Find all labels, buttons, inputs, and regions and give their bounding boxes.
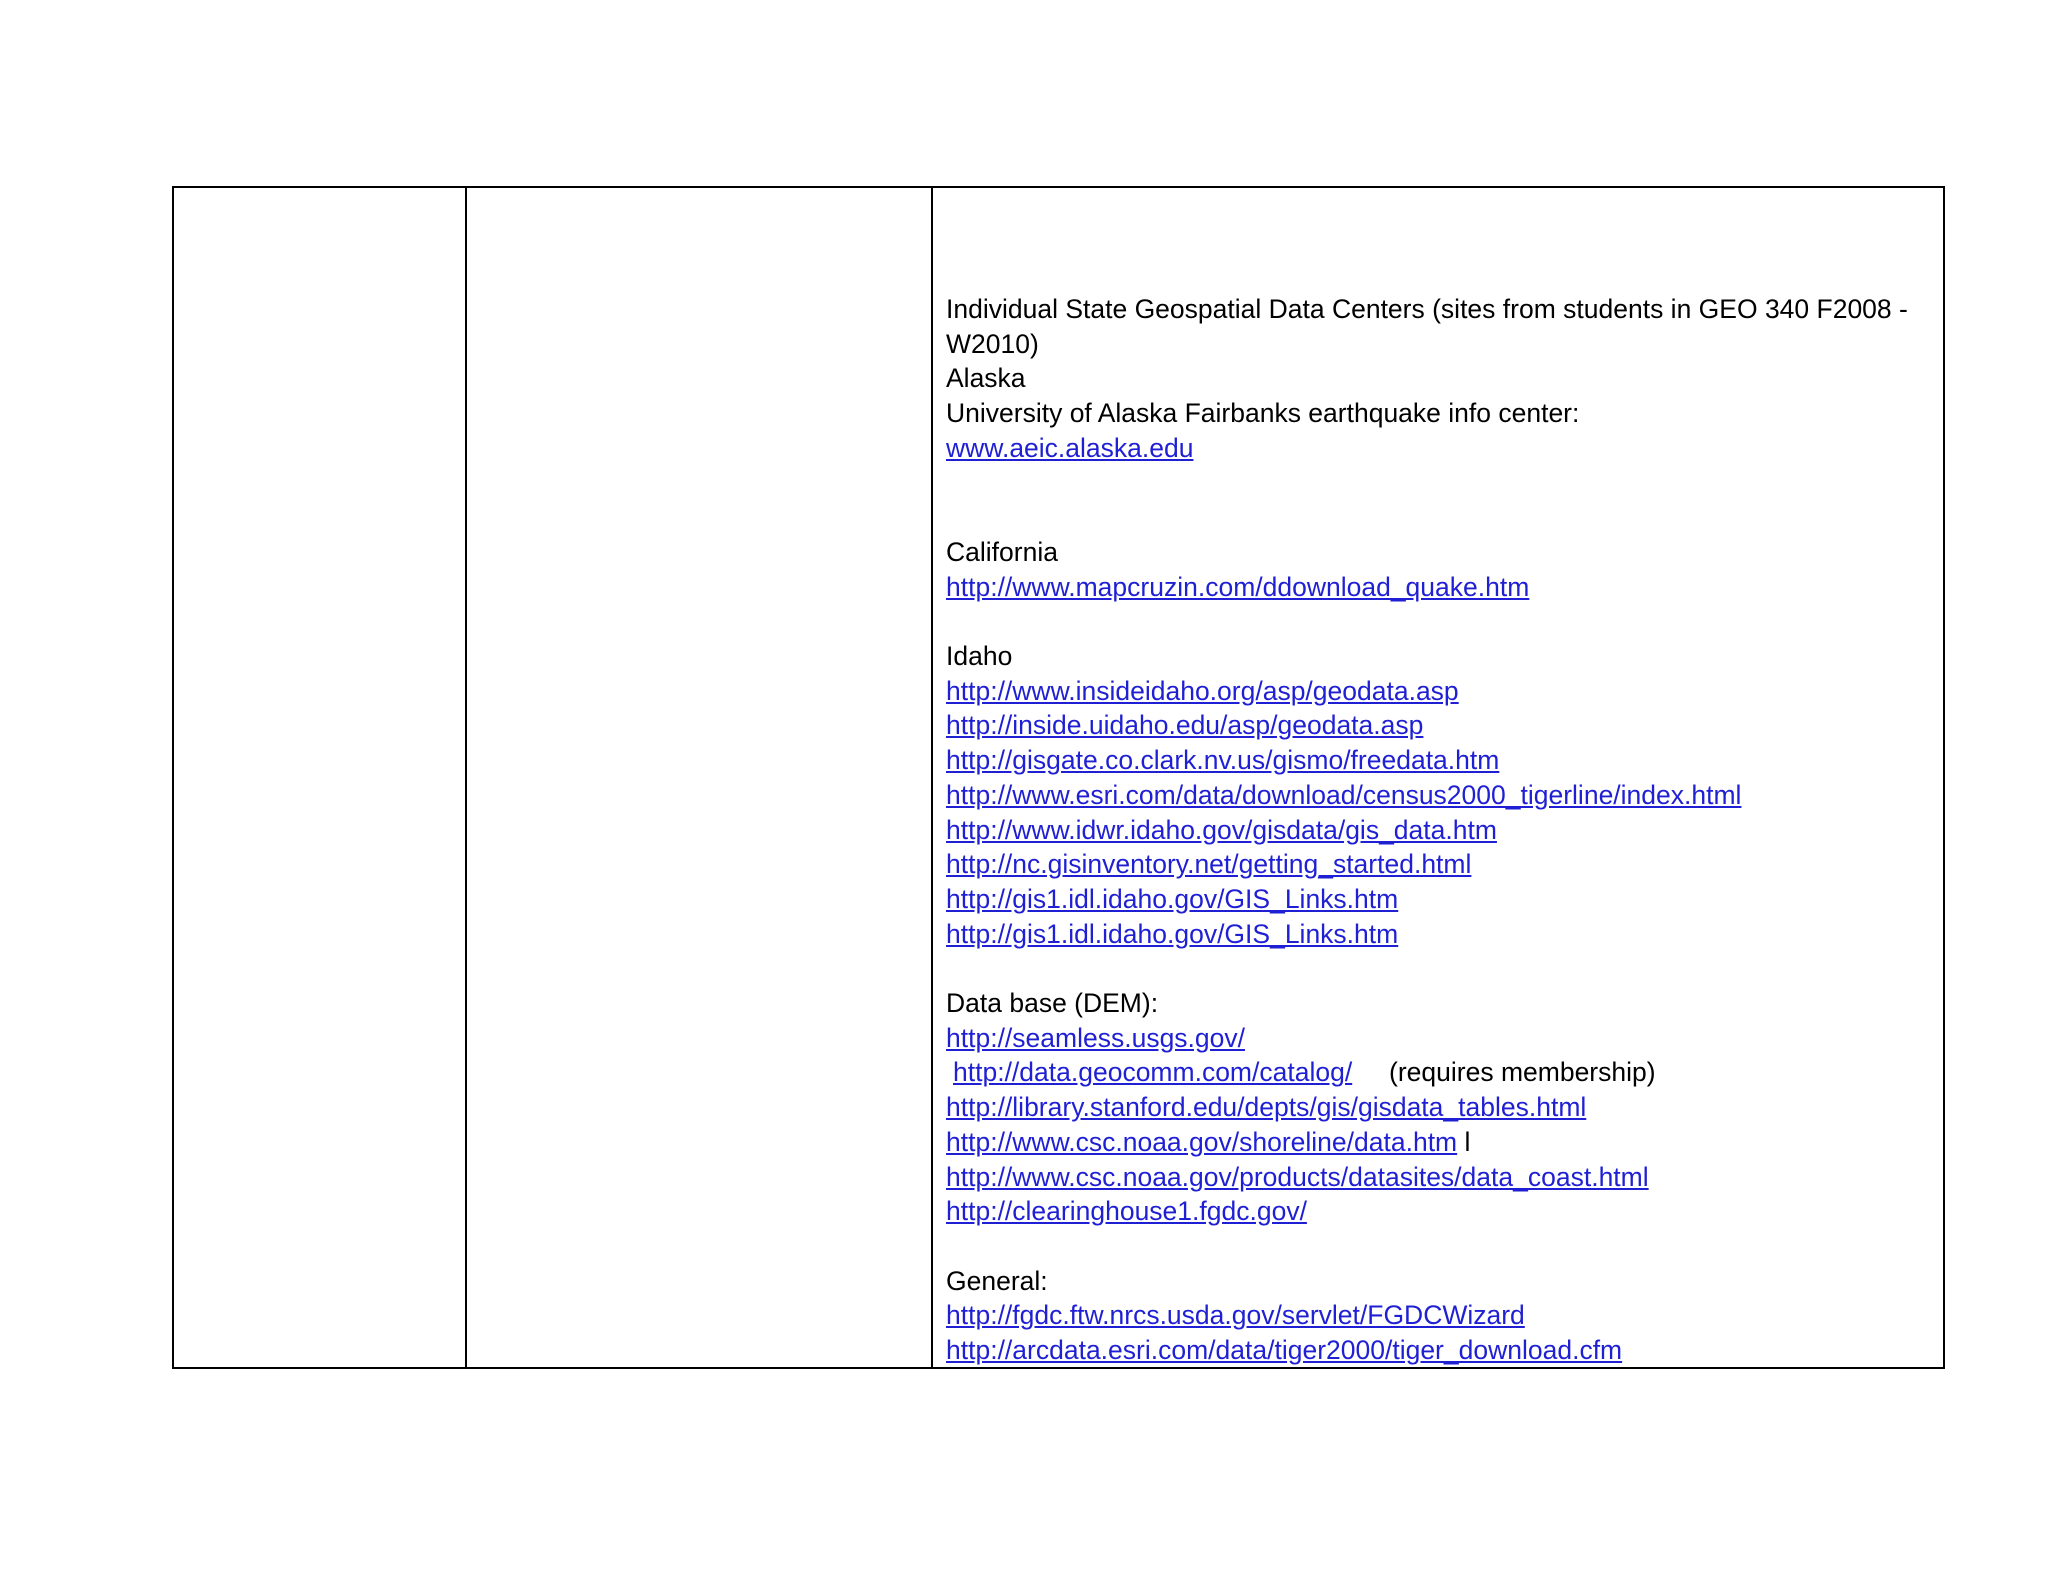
link-fgdc-wizard[interactable]: http://fgdc.ftw.nrcs.usda.gov/servlet/FGDCWizard (946, 1300, 1525, 1331)
link-esri-census[interactable]: http://www.esri.com/data/download/census2000_tigerline/index.html (946, 779, 1742, 810)
spacer (946, 951, 1946, 986)
general-heading: General: (946, 1265, 1048, 1296)
link-insideidaho[interactable]: http://www.insideidaho.org/asp/geodata.asp (946, 675, 1459, 706)
link-noaa-datasites[interactable]: http://www.csc.noaa.gov/products/datasites/data_coast.html (946, 1161, 1649, 1192)
spacer (946, 604, 1946, 639)
link-seamless-usgs[interactable]: http://seamless.usgs.gov/ (946, 1022, 1246, 1053)
table-cell-content (933, 188, 1943, 1367)
link-uidaho[interactable]: http://inside.uidaho.edu/asp/geodata.asp (946, 710, 1424, 741)
document-table (172, 186, 1945, 1369)
table-cell-empty-1 (174, 188, 467, 1367)
idaho-heading: Idaho (946, 641, 1013, 671)
link-stanford[interactable]: http://library.stanford.edu/depts/gis/gisdata_tables.html (946, 1092, 1587, 1123)
cell-content (946, 292, 1946, 1368)
link-fgdc-clearinghouse[interactable]: http://clearinghouse1.fgdc.gov/ (946, 1196, 1307, 1227)
link-aeic-alaska[interactable]: www.aeic.alaska.edu (946, 432, 1194, 463)
link-geocomm[interactable]: http://data.geocomm.com/catalog/ (953, 1057, 1353, 1088)
link-mapcruzin[interactable]: http://www.mapcruzin.com/ddownload_quake.htm (946, 571, 1530, 602)
spacer (946, 466, 1946, 535)
link-gis1-idl-a[interactable]: http://gis1.idl.idaho.gov/GIS_Links.htm (946, 883, 1399, 914)
link-gisgate[interactable]: http://gisgate.co.clark.nv.us/gismo/freedata.htm (946, 745, 1500, 776)
dem-heading: Data base (DEM): (946, 988, 1159, 1019)
link-arcdata-tiger[interactable]: http://arcdata.esri.com/data/tiger2000/tiger_download.cfm (946, 1335, 1623, 1366)
alaska-heading: Alaska (946, 363, 1026, 394)
spacer (946, 1229, 1946, 1264)
link-gisinventory[interactable]: http://nc.gisinventory.net/getting_started.html (946, 849, 1472, 880)
intro-line-1: Individual State Geospatial Data Centers (sites from students in GEO 340 F2008 - (946, 294, 1908, 324)
california-heading: California (946, 536, 1058, 567)
link-noaa-shoreline[interactable]: http://www.csc.noaa.gov/shoreline/data.htm (946, 1126, 1458, 1157)
table-cell-empty-2 (467, 188, 933, 1367)
alaska-description: University of Alaska Fairbanks earthquake info center: (946, 398, 1580, 429)
link-gis1-idl-b[interactable]: http://gis1.idl.idaho.gov/GIS_Links.htm (946, 918, 1399, 949)
trailing-mark: l (1464, 1126, 1471, 1157)
intro-line-2: W2010) (946, 328, 1039, 359)
link-idwr[interactable]: http://www.idwr.idaho.gov/gisdata/gis_data.htm (946, 814, 1497, 845)
membership-note: (requires membership) (1389, 1057, 1656, 1088)
